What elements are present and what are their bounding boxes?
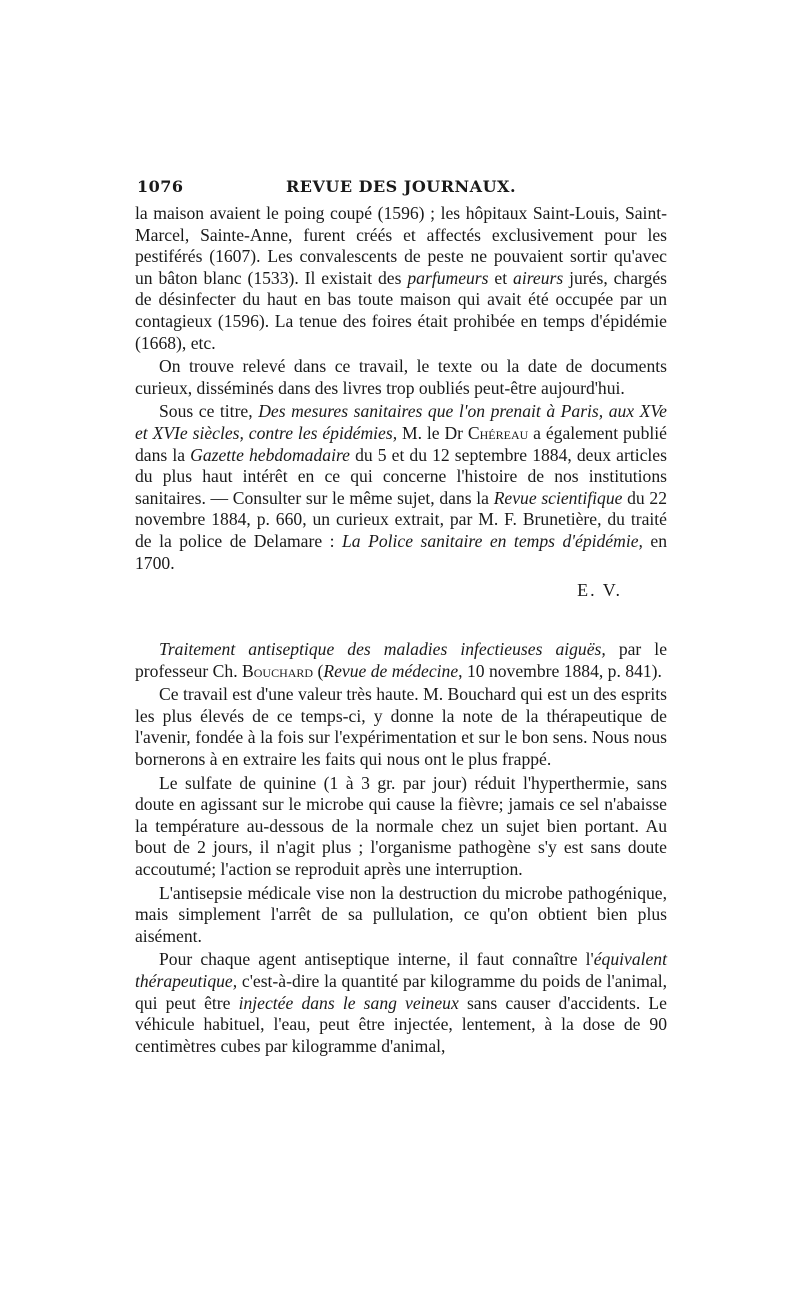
article2-paragraph-4: Pour chaque agent antiseptique interne, il faut connaître l'équivalent thérapeutique, c'est-à-dire la quantité par kilogramme du poids de l'animal, qui peut être injectée dans le sang veineux sans causer d'accidents. Le véhicule habituel, l'eau, peut être injectée, lentement, à la dose de 90 centimètres cubes par kilogramme d'animal,	[135, 949, 667, 1056]
article2-heading: Traitement antiseptique des maladies infectieuses aiguës, par le professeur Ch. Bouchard (Revue de médecine, 10 novembre 1884, p. 841).	[135, 639, 668, 681]
author-name: Bouchard	[242, 660, 314, 681]
running-head	[135, 175, 667, 203]
article2-paragraph-3: L'antisepsie médicale vise non la destruction du microbe pathogénique, mais simplement l'arrêt de sa pullulation, ce qu'on obtient bien plus aisément.	[135, 882, 667, 946]
article1-paragraph-1: la maison avaient le poing coupé (1596) ; les hôpitaux Saint-Louis, Saint-Marcel, Sainte-Anne, furent créés et affectés exclusivement pour les pestiférés (1607). Les convalescents de peste ne pouvaient sortir qu'avec un bâton blanc (1533). Il existait des parfumeurs et aireurs jurés, chargés de désinfecter du haut en bas toute maison qui avait été occupée par un contagieux (1596). La tenue des foires était prohibée en temps d'épidémie (1668), etc.	[135, 203, 668, 353]
article1-paragraph-2: On trouve relevé dans ce travail, le texte ou la date de documents curieux, disséminés dans des livres trop oubliés peut-être aujourd'hui.	[135, 356, 667, 398]
article1-signature: E. V.	[577, 580, 622, 601]
document-page	[135, 175, 667, 1057]
page-number: 1076	[137, 177, 184, 196]
journal-title: REVUE DES JOURNAUX.	[285, 177, 517, 196]
author-name: Chéreau	[467, 422, 529, 443]
article2-paragraph-1: Ce travail est d'une valeur très haute. M. Bouchard qui est un des esprits les plus élevés de ce temps-ci, y donne la note de la thérapeutique de l'avenir, fondée à la fois sur l'expérimentation et sur le bon sens. Nous nous bornerons à en extraire les faits qui nous ont le plus frappé.	[135, 684, 667, 770]
section-separator	[135, 601, 667, 639]
article2-paragraph-2: Le sulfate de quinine (1 à 3 gr. par jour) réduit l'hyperthermie, sans doute en agissant sur le microbe qui cause la fièvre; jamais ce sel n'abaisse la température au-dessous de la normale chez un sujet bien portant. Au bout de 2 jours, il n'agit plus ; l'organisme pathogène s'y est sans doute accoutumé; l'action se reproduit après une interruption.	[135, 772, 667, 880]
article1-paragraph-3: Sous ce titre, Des mesures sanitaires que l'on prenait à Paris, aux XVe et XVIe siècles, contre les épidémies, M. le Dr Chéreau a également publié dans la Gazette hebdomadaire du 5 et du 12 septembre 1884, deux articles du plus haut intérêt en ce qui concerne l'histoire de nos institutions sanitaires. — Consulter sur le même sujet, dans la Revue scientifique du 22 novembre 1884, p. 660, un curieux extrait, par M. F. Brunetière, du traité de la police de Delamare : La Police sanitaire en temps d'épidémie, en 1700.	[135, 401, 668, 573]
